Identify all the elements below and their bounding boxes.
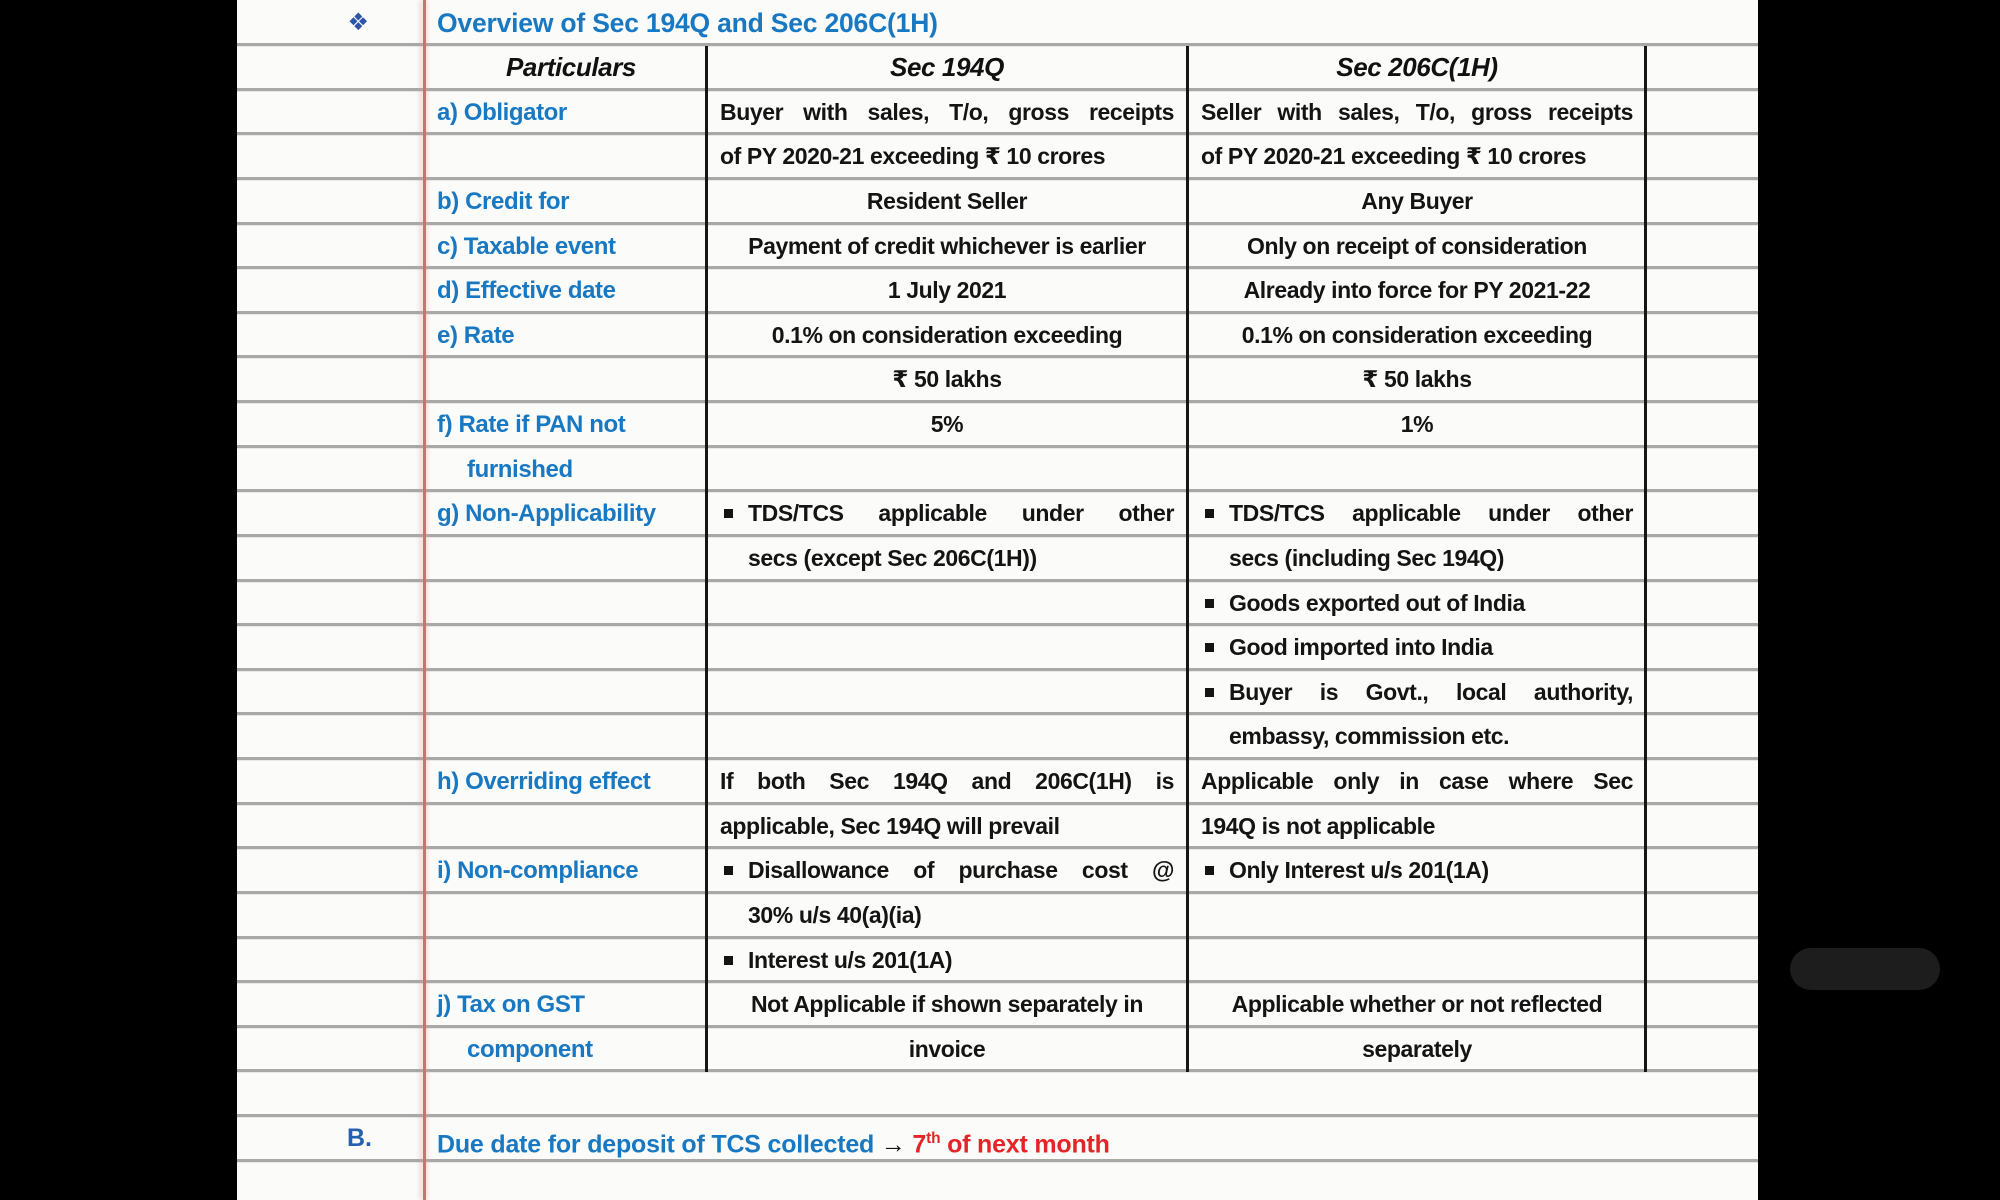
due-date-ordinal: th: [926, 1130, 941, 1147]
cell-particulars: b) Credit for: [437, 187, 570, 215]
cell-particulars: g) Non-Applicability: [437, 500, 656, 528]
cell-sec-206c1h: TDS/TCS applicable under other: [1189, 492, 1645, 537]
cell-sec-206c1h: Seller with sales, T/o, gross receipts: [1201, 98, 1633, 125]
cell-sec-206c1h: 194Q is not applicable: [1201, 812, 1436, 839]
square-bullet-icon: [724, 509, 733, 518]
header-particulars: Particulars: [505, 52, 636, 83]
diamond-bullet-icon: ❖: [347, 9, 369, 36]
square-bullet-icon: [724, 956, 733, 965]
cell-particulars: a) Obligator: [437, 98, 567, 126]
due-date-value: 7: [912, 1130, 927, 1159]
cell-sec-194q: If both Sec 194Q and 206C(1H) is: [720, 768, 1174, 795]
cell-sec-206c1h: 0.1% on consideration exceeding: [1241, 321, 1593, 348]
cell-sec-206c1h: Only Interest u/s 201(1A): [1189, 849, 1645, 894]
cell-particulars: d) Effective date: [437, 277, 616, 305]
cell-sec-206c1h: 1%: [1400, 411, 1434, 438]
square-bullet-icon: [724, 866, 733, 875]
cell-sec-194q: Interest u/s 201(1A): [708, 939, 1186, 984]
cell-sec-194q: ₹ 50 lakhs: [892, 366, 1002, 393]
cell-sec-206c1h: Good imported into India: [1189, 626, 1645, 671]
cell-particulars: c) Taxable event: [437, 232, 616, 260]
cell-particulars: furnished: [467, 455, 573, 483]
cell-sec-206c1h: separately: [1362, 1035, 1472, 1062]
cell-sec-206c1h: Only on receipt of consideration: [1247, 232, 1587, 259]
cell-sec-194q: Resident Seller: [866, 187, 1028, 214]
square-bullet-icon: [1205, 643, 1214, 652]
notes-page: [237, 0, 1758, 1200]
cell-particulars: i) Non-compliance: [437, 857, 639, 885]
cell-sec-194q: 1 July 2021: [887, 277, 1007, 304]
cell-sec-194q: Payment of credit whichever is earlier: [748, 232, 1146, 259]
header-sec-194q: Sec 194Q: [890, 52, 1004, 83]
cell-sec-206c1h: Applicable whether or not reflected: [1231, 991, 1603, 1018]
arrow-icon: →: [880, 1130, 913, 1159]
cell-sec-194q: 0.1% on consideration exceeding: [771, 321, 1123, 348]
ruled-row: [237, 1162, 1758, 1200]
square-bullet-icon: [1205, 866, 1214, 875]
cell-sec-206c1h: ₹ 50 lakhs: [1362, 366, 1472, 393]
square-bullet-icon: [1205, 509, 1214, 518]
cell-sec-206c1h: Already into force for PY 2021-22: [1243, 277, 1591, 304]
cell-sec-206c1h: of PY 2020-21 exceeding ₹ 10 crores: [1201, 143, 1587, 170]
cell-particulars: j) Tax on GST: [437, 991, 585, 1019]
cell-sec-194q: applicable, Sec 194Q will prevail: [720, 812, 1060, 839]
square-bullet-icon: [1205, 599, 1214, 608]
cell-sec-206c1h: embassy, commission etc.: [1229, 723, 1510, 750]
cell-particulars: component: [467, 1035, 593, 1063]
cell-sec-206c1h: Buyer is Govt., local authority,: [1189, 671, 1645, 716]
cell-sec-194q: invoice: [908, 1035, 986, 1062]
cell-sec-194q: 30% u/s 40(a)(ia): [748, 901, 922, 928]
due-date-value-rest: of next month: [940, 1130, 1110, 1159]
cell-sec-194q: Buyer with sales, T/o, gross receipts: [720, 98, 1174, 125]
cell-sec-194q: secs (except Sec 206C(1H)): [748, 544, 1037, 571]
cell-particulars: h) Overriding effect: [437, 768, 651, 796]
cell-sec-194q: Disallowance of purchase cost @: [708, 849, 1186, 894]
square-bullet-icon: [1205, 688, 1214, 697]
cell-sec-206c1h: Goods exported out of India: [1189, 582, 1645, 627]
cell-sec-206c1h: Any Buyer: [1361, 187, 1473, 214]
section-b-label: B.: [347, 1124, 372, 1152]
cell-sec-194q: 5%: [930, 411, 964, 438]
cell-sec-206c1h: secs (including Sec 194Q): [1229, 544, 1505, 571]
cell-sec-194q: TDS/TCS applicable under other: [708, 492, 1186, 537]
due-date-note: [437, 1117, 1110, 1162]
cell-particulars: f) Rate if PAN not: [437, 411, 626, 439]
cell-sec-194q: of PY 2020-21 exceeding ₹ 10 crores: [720, 143, 1106, 170]
cell-sec-206c1h: Applicable only in case where Sec: [1201, 768, 1633, 795]
due-date-text: Due date for deposit of TCS collected: [437, 1130, 881, 1159]
page-indicator-pill: [1790, 948, 1940, 990]
cell-particulars: e) Rate: [437, 321, 515, 349]
header-sec-206c1h: Sec 206C(1H): [1336, 52, 1498, 83]
cell-sec-194q: Not Applicable if shown separately in: [750, 991, 1144, 1018]
ruled-row: [237, 1072, 1758, 1117]
page-title: Overview of Sec 194Q and Sec 206C(1H): [437, 8, 938, 38]
margin-line: [423, 0, 426, 1200]
